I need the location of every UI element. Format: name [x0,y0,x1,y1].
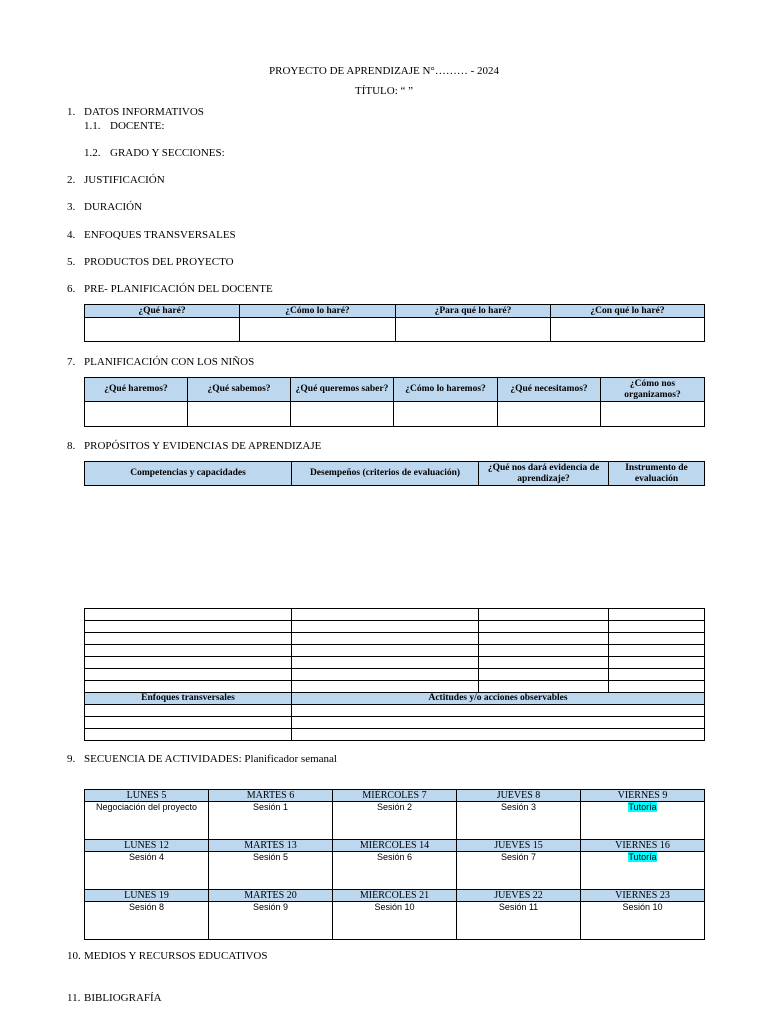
session-label: Sesión 11 [498,902,539,912]
session-cell[interactable] [209,852,333,890]
session-cell[interactable] [581,802,705,840]
day-header: VIERNES 23 [581,890,705,902]
section-number: 9. [67,753,76,765]
table-cell[interactable] [291,402,394,427]
preplan-header: ¿Cómo lo haré? [240,305,396,318]
enfoques-header: Enfoques transversales [85,693,292,705]
section-label: MEDIOS Y RECURSOS EDUCATIVOS [84,950,268,962]
table-cell[interactable] [479,609,609,621]
table-cell[interactable] [292,669,479,681]
section-number: 2. [67,174,76,186]
table-cell[interactable] [479,669,609,681]
session-cell[interactable] [457,852,581,890]
session-cell[interactable] [209,802,333,840]
purposes-header: Instrumento de evaluación [609,462,705,486]
table-cell[interactable] [601,402,705,427]
day-header: JUEVES 8 [457,790,581,802]
subsection-number: 1.2. [84,147,101,159]
table-cell[interactable] [551,318,705,342]
section-number: 3. [67,201,76,213]
session-label: Sesión 1 [252,802,289,812]
day-header: MARTES 13 [209,840,333,852]
session-label: Sesión 8 [128,902,165,912]
table-cell[interactable] [85,609,292,621]
preplan-header: ¿Qué haré? [85,305,240,318]
session-cell[interactable] [209,902,333,940]
session-cell[interactable] [85,902,209,940]
table-cell[interactable] [85,681,292,693]
table-cell[interactable] [498,402,601,427]
session-cell[interactable] [457,802,581,840]
session-label: Sesión 3 [500,802,537,812]
session-cell[interactable] [85,802,209,840]
session-label: Sesión 4 [128,852,165,862]
section-label: JUSTIFICACIÓN [84,174,165,186]
session-label: Sesión 10 [374,902,415,912]
table-cell[interactable] [85,657,292,669]
section-label: PLANIFICACIÓN CON LOS NIÑOS [84,356,255,368]
section-enfoques [67,229,236,241]
table-cell[interactable] [240,318,396,342]
subsection-label: DOCENTE: [110,120,165,132]
plan-header: ¿Qué necesitamos? [498,378,601,402]
table-cell[interactable] [479,681,609,693]
session-label: Sesión 6 [376,852,413,862]
section-label: PROPÓSITOS Y EVIDENCIAS DE APRENDIZAJE [84,440,322,452]
actitudes-header: Actitudes y/o acciones observables [292,693,705,705]
section-number: 10. [67,950,81,962]
section-number: 4. [67,229,76,241]
purposes-header: Competencias y capacidades [85,462,292,486]
session-label: Sesión 7 [500,852,537,862]
schedule-table [84,789,705,940]
purposes-header: ¿Qué nos dará evidencia de aprendizaje? [479,462,609,486]
table-cell[interactable] [609,645,705,657]
session-label-highlighted: Tutoría [628,802,657,812]
section-suffix: Planificador semanal [241,753,337,765]
section-productos [67,256,234,268]
session-cell[interactable] [581,902,705,940]
section-secuencia [67,753,337,765]
table-cell[interactable] [479,645,609,657]
day-header: VIERNES 16 [581,840,705,852]
preplan-header: ¿Para qué lo haré? [396,305,551,318]
table-cell[interactable] [85,729,292,741]
section-label: BIBLIOGRAFÍA [84,992,162,1004]
table-cell[interactable] [396,318,551,342]
table-cell[interactable] [85,402,188,427]
plan-header: ¿Qué haremos? [85,378,188,402]
section-label: DURACIÓN [84,201,143,213]
table-cell[interactable] [292,621,479,633]
section-label: PRE- PLANIFICACIÓN DEL DOCENTE [84,283,273,295]
table-cell[interactable] [292,645,479,657]
table-cell[interactable] [188,402,291,427]
session-label: Negociación del proyecto [95,802,198,812]
table-cell[interactable] [609,669,705,681]
table-cell[interactable] [609,621,705,633]
section-label: PRODUCTOS DEL PROYECTO [84,256,234,268]
session-label: Sesión 9 [252,902,289,912]
day-header: LUNES 19 [85,890,209,902]
day-header: MARTES 20 [209,890,333,902]
section-propositos [67,440,321,452]
table-cell[interactable] [85,645,292,657]
project-heading: PROYECTO DE APRENDIZAJE N°……… - 2024 [268,65,499,77]
session-label: Sesión 2 [376,802,413,812]
day-header: LUNES 12 [85,840,209,852]
purposes-body-table [84,608,705,741]
plan-header: ¿Qué queremos saber? [291,378,394,402]
table-cell[interactable] [394,402,498,427]
table-cell[interactable] [609,609,705,621]
day-header: LUNES 5 [85,790,209,802]
section-number: 11. [67,992,81,1004]
plan-table [84,377,705,427]
session-label: Sesión 5 [252,852,289,862]
day-header: VIERNES 9 [581,790,705,802]
day-header: MIÉRCOLES 21 [333,890,457,902]
title-line: TÍTULO: “ ” [354,85,414,97]
subsection-docente [84,120,164,132]
section-preplanificacion [67,283,273,295]
purposes-header: Desempeños (criterios de evaluación) [292,462,479,486]
table-cell[interactable] [85,633,292,645]
subsection-grado [84,147,225,159]
session-cell[interactable] [85,852,209,890]
table-cell[interactable] [85,717,292,729]
table-cell[interactable] [292,705,705,717]
table-cell[interactable] [479,657,609,669]
preplan-table [84,304,705,342]
section-justificacion [67,174,165,186]
day-header: JUEVES 15 [457,840,581,852]
section-planificacion-ninos [67,356,254,368]
section-datos-informativos [67,106,204,118]
day-header: MIÉRCOLES 7 [333,790,457,802]
subsection-label: GRADO Y SECCIONES: [110,147,225,159]
day-header: MARTES 6 [209,790,333,802]
preplan-header: ¿Con qué lo haré? [551,305,705,318]
plan-header: ¿Cómo lo haremos? [394,378,498,402]
table-cell[interactable] [292,729,705,741]
section-bibliografia [67,992,162,1004]
section-number: 1. [67,106,76,118]
section-number: 6. [67,283,76,295]
session-label-highlighted: Tutoría [628,852,657,862]
day-header: MIÉRCOLES 14 [333,840,457,852]
section-number: 8. [67,440,76,452]
session-cell[interactable] [581,852,705,890]
table-cell[interactable] [292,717,705,729]
table-cell[interactable] [479,633,609,645]
session-cell[interactable] [333,902,457,940]
table-cell[interactable] [609,681,705,693]
table-cell[interactable] [479,621,609,633]
table-cell[interactable] [85,318,240,342]
session-cell[interactable] [333,852,457,890]
section-label: ENFOQUES TRANSVERSALES [84,229,236,241]
table-cell[interactable] [85,621,292,633]
section-number: 5. [67,256,76,268]
session-label: Sesión 10 [622,902,663,912]
table-cell[interactable] [292,633,479,645]
day-header: JUEVES 22 [457,890,581,902]
table-cell[interactable] [292,681,479,693]
table-cell[interactable] [85,705,292,717]
table-cell[interactable] [609,657,705,669]
table-cell[interactable] [85,669,292,681]
table-cell[interactable] [292,609,479,621]
section-duracion [67,201,142,213]
session-cell[interactable] [333,802,457,840]
section-medios [67,950,267,962]
section-label: SECUENCIA DE ACTIVIDADES: [84,753,242,765]
section-number: 7. [67,356,76,368]
purposes-header-table [84,461,705,486]
plan-header: ¿Cómo nos organizamos? [601,378,705,402]
section-label: DATOS INFORMATIVOS [84,106,204,118]
table-cell[interactable] [609,633,705,645]
plan-header: ¿Qué sabemos? [188,378,291,402]
subsection-number: 1.1. [84,120,101,132]
table-cell[interactable] [292,657,479,669]
session-cell[interactable] [457,902,581,940]
